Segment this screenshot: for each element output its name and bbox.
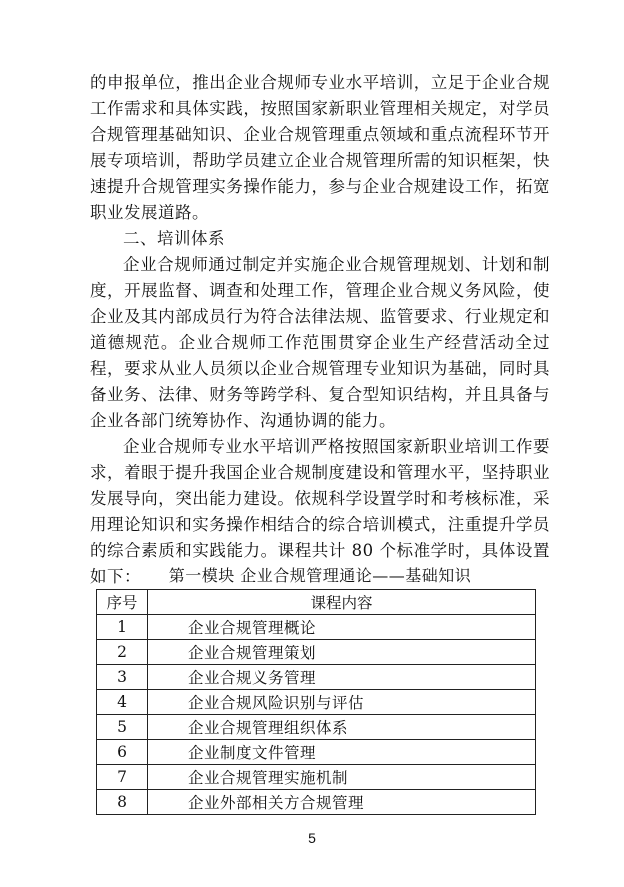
row-course-content: 企业合规管理实施机制 [148, 765, 536, 790]
table-title: 第一模块 企业合规管理通论——基础知识 [168, 566, 472, 585]
row-serial-number: 4 [97, 690, 148, 715]
paragraph-training-requirements: 企业合规师专业水平培训严格按照国家新职业培训工作要求，着眼于提升我国企业合规制度建设和管理水平，坚持职业发展导向，突出能力建设。依规科学设置学时和考核标准，采用理论知识和实务操作相结合的综合培训模式，注重提升学员的综合素质和实践能力。课程共计 80 个标准学时，具体设置如下： [90, 437, 550, 586]
table-row [97, 665, 536, 690]
row-course-content: 企业制度文件管理 [148, 740, 536, 765]
table-row [97, 740, 536, 765]
row-course-content: 企业合规管理概论 [148, 615, 536, 640]
row-serial-number: 7 [97, 765, 148, 790]
header-serial-number: 序号 [97, 590, 148, 615]
table-row [97, 790, 536, 815]
row-serial-number: 6 [97, 740, 148, 765]
header-course-content: 课程内容 [148, 590, 536, 615]
table-row [97, 615, 536, 640]
row-serial-number: 8 [97, 790, 148, 815]
row-course-content: 企业外部相关方合规管理 [148, 790, 536, 815]
row-course-content: 企业合规义务管理 [148, 665, 536, 690]
body-text [90, 70, 550, 590]
table-row [97, 765, 536, 790]
row-serial-number: 1 [97, 615, 148, 640]
page-number: 5 [308, 830, 316, 846]
section-heading-training-system: 二、培训体系 [123, 229, 225, 248]
row-course-content: 企业合规管理组织体系 [148, 715, 536, 740]
table-row [97, 715, 536, 740]
row-serial-number: 3 [97, 665, 148, 690]
table-row [97, 690, 536, 715]
paragraph-intro-continued: 的申报单位，推出企业合规师专业水平培训，立足于企业合规工作需求和具体实践，按照国家新职业管理相关规定，对学员合规管理基础知识、企业合规管理重点领域和重点流程环节开展专项培训，帮助学员建立企业合规管理所需的知识框架，快速提升合规管理实务操作能力，参与企业合规建设工作，拓宽职业发展道路。 [90, 73, 550, 222]
table-row [97, 640, 536, 665]
course-table [96, 589, 536, 815]
paragraph-role-description: 企业合规师通过制定并实施企业合规管理规划、计划和制度，开展监督、调查和处理工作，管理企业合规义务风险，使企业及其内部成员行为符合法律法规、监管要求、行业规定和道德规范。企业合规师工作范围贯穿企业生产经营活动全过程，要求从业人员须以企业合规管理专业知识为基础，同时具备业务、法律、财务等跨学科、复合型知识结构，并且具备与企业各部门统筹协作、沟通协调的能力。 [90, 255, 550, 430]
row-course-content: 企业合规管理策划 [148, 640, 536, 665]
row-course-content: 企业合规风险识别与评估 [148, 690, 536, 715]
table-header-row [97, 590, 536, 615]
row-serial-number: 2 [97, 640, 148, 665]
row-serial-number: 5 [97, 715, 148, 740]
